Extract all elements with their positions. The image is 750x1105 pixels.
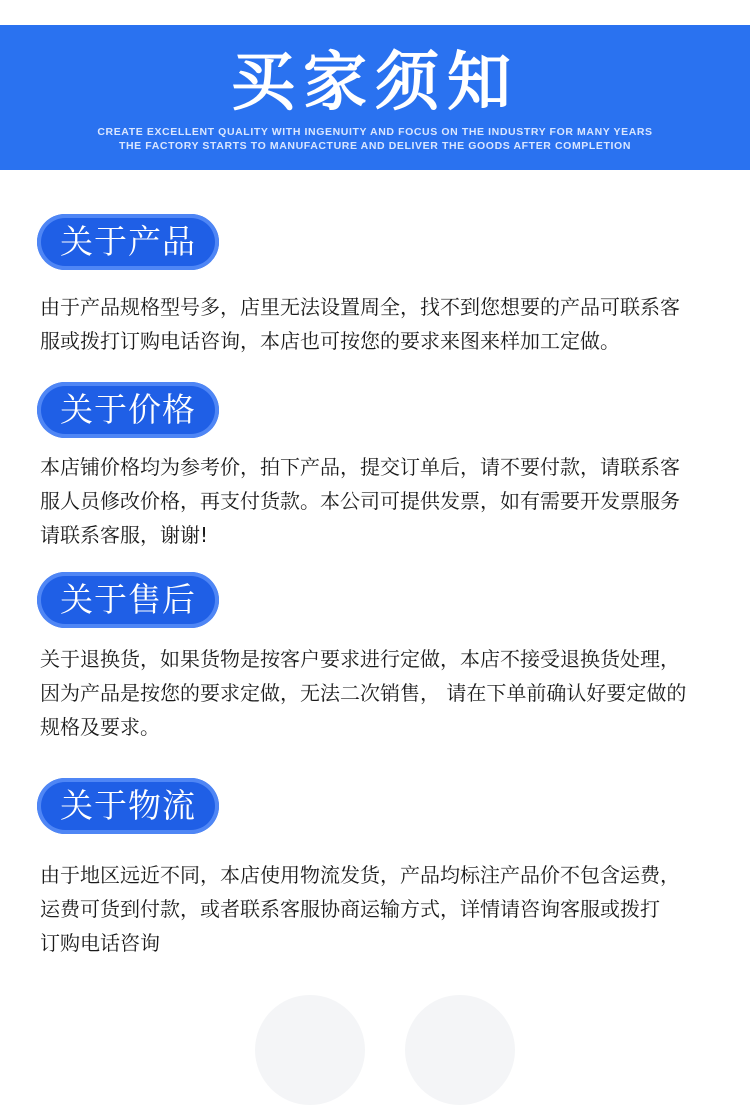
text-line: 关于退换货，如果货物是按客户要求进行定做，本店不接受退换货处理， bbox=[40, 647, 680, 671]
text-line: 本店铺价格均为参考价，拍下产品，提交订单后，请不要付款，请联系客 bbox=[40, 455, 680, 479]
text-line: 服人员修改价格，再支付货款。本公司可提供发票，如有需要开发票服务 bbox=[40, 489, 680, 513]
section-heading-logistics: 关于物流 bbox=[37, 778, 219, 834]
section-text-product bbox=[40, 290, 740, 358]
banner-subtitle-line-1: CREATE EXCELLENT QUALITY WITH INGENUITY AND FOCUS ON THE INDUSTRY FOR MANY YEARS bbox=[97, 126, 653, 138]
section-text-price bbox=[40, 450, 740, 552]
decorative-circle bbox=[255, 995, 365, 1105]
text-line: 请联系客服，谢谢! bbox=[40, 523, 209, 547]
text-line: 运费可货到付款，或者联系客服协商运输方式，详情请咨询客服或拨打 bbox=[40, 897, 660, 921]
text-line: 由于产品规格型号多，店里无法设置周全，找不到您想要的产品可联系客 bbox=[40, 295, 680, 319]
page-title: 买家须知 bbox=[231, 46, 519, 120]
header-banner bbox=[0, 25, 750, 170]
section-text-after-sales bbox=[40, 642, 740, 744]
section-text-logistics bbox=[40, 858, 740, 960]
section-heading-product: 关于产品 bbox=[37, 214, 219, 270]
text-line: 规格及要求。 bbox=[40, 715, 160, 739]
text-line: 订购电话咨询 bbox=[40, 931, 160, 955]
section-heading-after-sales: 关于售后 bbox=[37, 572, 219, 628]
section-heading-price: 关于价格 bbox=[37, 382, 219, 438]
text-line: 由于地区远近不同，本店使用物流发货，产品均标注产品价不包含运费， bbox=[40, 863, 680, 887]
text-line: 因为产品是按您的要求定做，无法二次销售， 请在下单前确认好要定做的 bbox=[40, 681, 687, 705]
text-line: 服或拨打订购电话咨询，本店也可按您的要求来图来样加工定做。 bbox=[40, 329, 620, 353]
decorative-circle bbox=[405, 995, 515, 1105]
banner-subtitle-line-2: THE FACTORY STARTS TO MANUFACTURE AND DELIVER THE GOODS AFTER COMPLETION bbox=[118, 140, 632, 152]
